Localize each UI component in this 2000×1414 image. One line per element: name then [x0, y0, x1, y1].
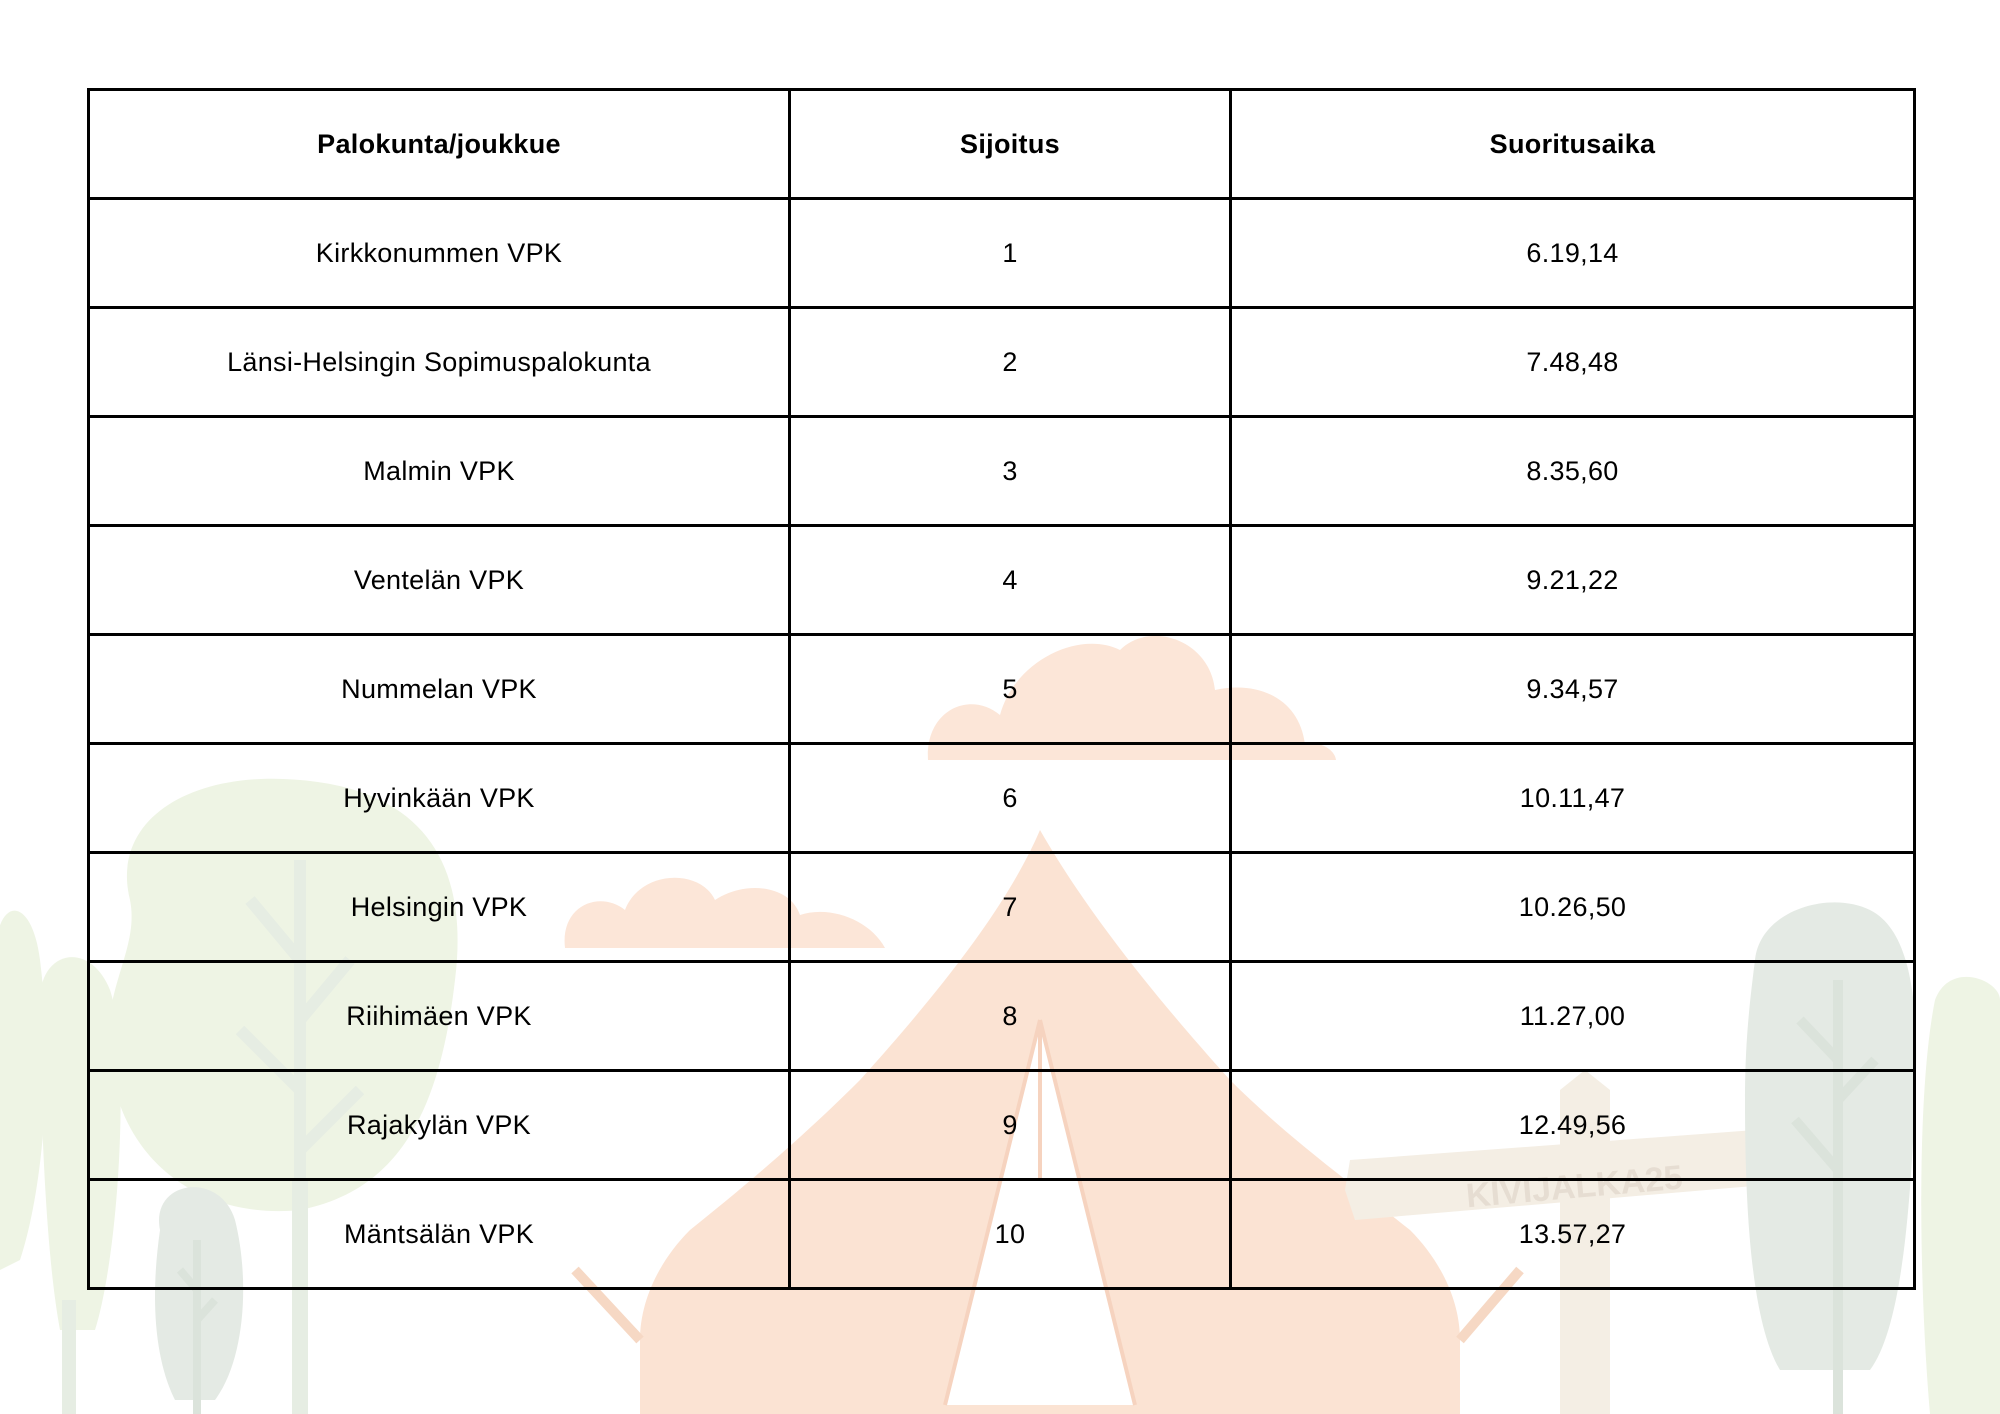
- table-row: [89, 526, 1915, 635]
- cell-rank: 5: [790, 635, 1231, 744]
- cell-time: 9.21,22: [1231, 526, 1915, 635]
- cell-team: Hyvinkään VPK: [89, 744, 790, 853]
- results-table: [87, 88, 1916, 1290]
- cell-time: 10.11,47: [1231, 744, 1915, 853]
- table-row: [89, 635, 1915, 744]
- cell-rank: 8: [790, 962, 1231, 1071]
- signpost-label: KIVIJALKA25: [1464, 1158, 1685, 1216]
- table-row: [89, 308, 1915, 417]
- header-rank: Sijoitus: [790, 90, 1231, 199]
- cell-team: Ventelän VPK: [89, 526, 790, 635]
- cell-team: Rajakylän VPK: [89, 1071, 790, 1180]
- cell-rank: 4: [790, 526, 1231, 635]
- table-header-row: [89, 90, 1915, 199]
- cell-rank: 7: [790, 853, 1231, 962]
- table-row: [89, 1180, 1915, 1289]
- cell-rank: 1: [790, 199, 1231, 308]
- table-row: [89, 199, 1915, 308]
- cell-team: Helsingin VPK: [89, 853, 790, 962]
- cell-team: Länsi-Helsingin Sopimuspalokunta: [89, 308, 790, 417]
- cell-time: 8.35,60: [1231, 417, 1915, 526]
- cell-time: 9.34,57: [1231, 635, 1915, 744]
- cell-rank: 9: [790, 1071, 1231, 1180]
- cell-team: Nummelan VPK: [89, 635, 790, 744]
- table-row: [89, 1071, 1915, 1180]
- cell-time: 13.57,27: [1231, 1180, 1915, 1289]
- cell-team: Riihimäen VPK: [89, 962, 790, 1071]
- cell-time: 12.49,56: [1231, 1071, 1915, 1180]
- cell-time: 10.26,50: [1231, 853, 1915, 962]
- cell-time: 11.27,00: [1231, 962, 1915, 1071]
- cell-team: Kirkkonummen VPK: [89, 199, 790, 308]
- table-row: [89, 962, 1915, 1071]
- cell-rank: 6: [790, 744, 1231, 853]
- cell-rank: 2: [790, 308, 1231, 417]
- cell-team: Mäntsälän VPK: [89, 1180, 790, 1289]
- cell-time: 6.19,14: [1231, 199, 1915, 308]
- table-row: [89, 417, 1915, 526]
- cell-time: 7.48,48: [1231, 308, 1915, 417]
- cell-rank: 3: [790, 417, 1231, 526]
- cell-rank: 10: [790, 1180, 1231, 1289]
- tree-icon: [1921, 977, 2000, 1414]
- table-row: [89, 744, 1915, 853]
- cell-team: Malmin VPK: [89, 417, 790, 526]
- table-row: [89, 853, 1915, 962]
- header-team: Palokunta/joukkue: [89, 90, 790, 199]
- header-time: Suoritusaika: [1231, 90, 1915, 199]
